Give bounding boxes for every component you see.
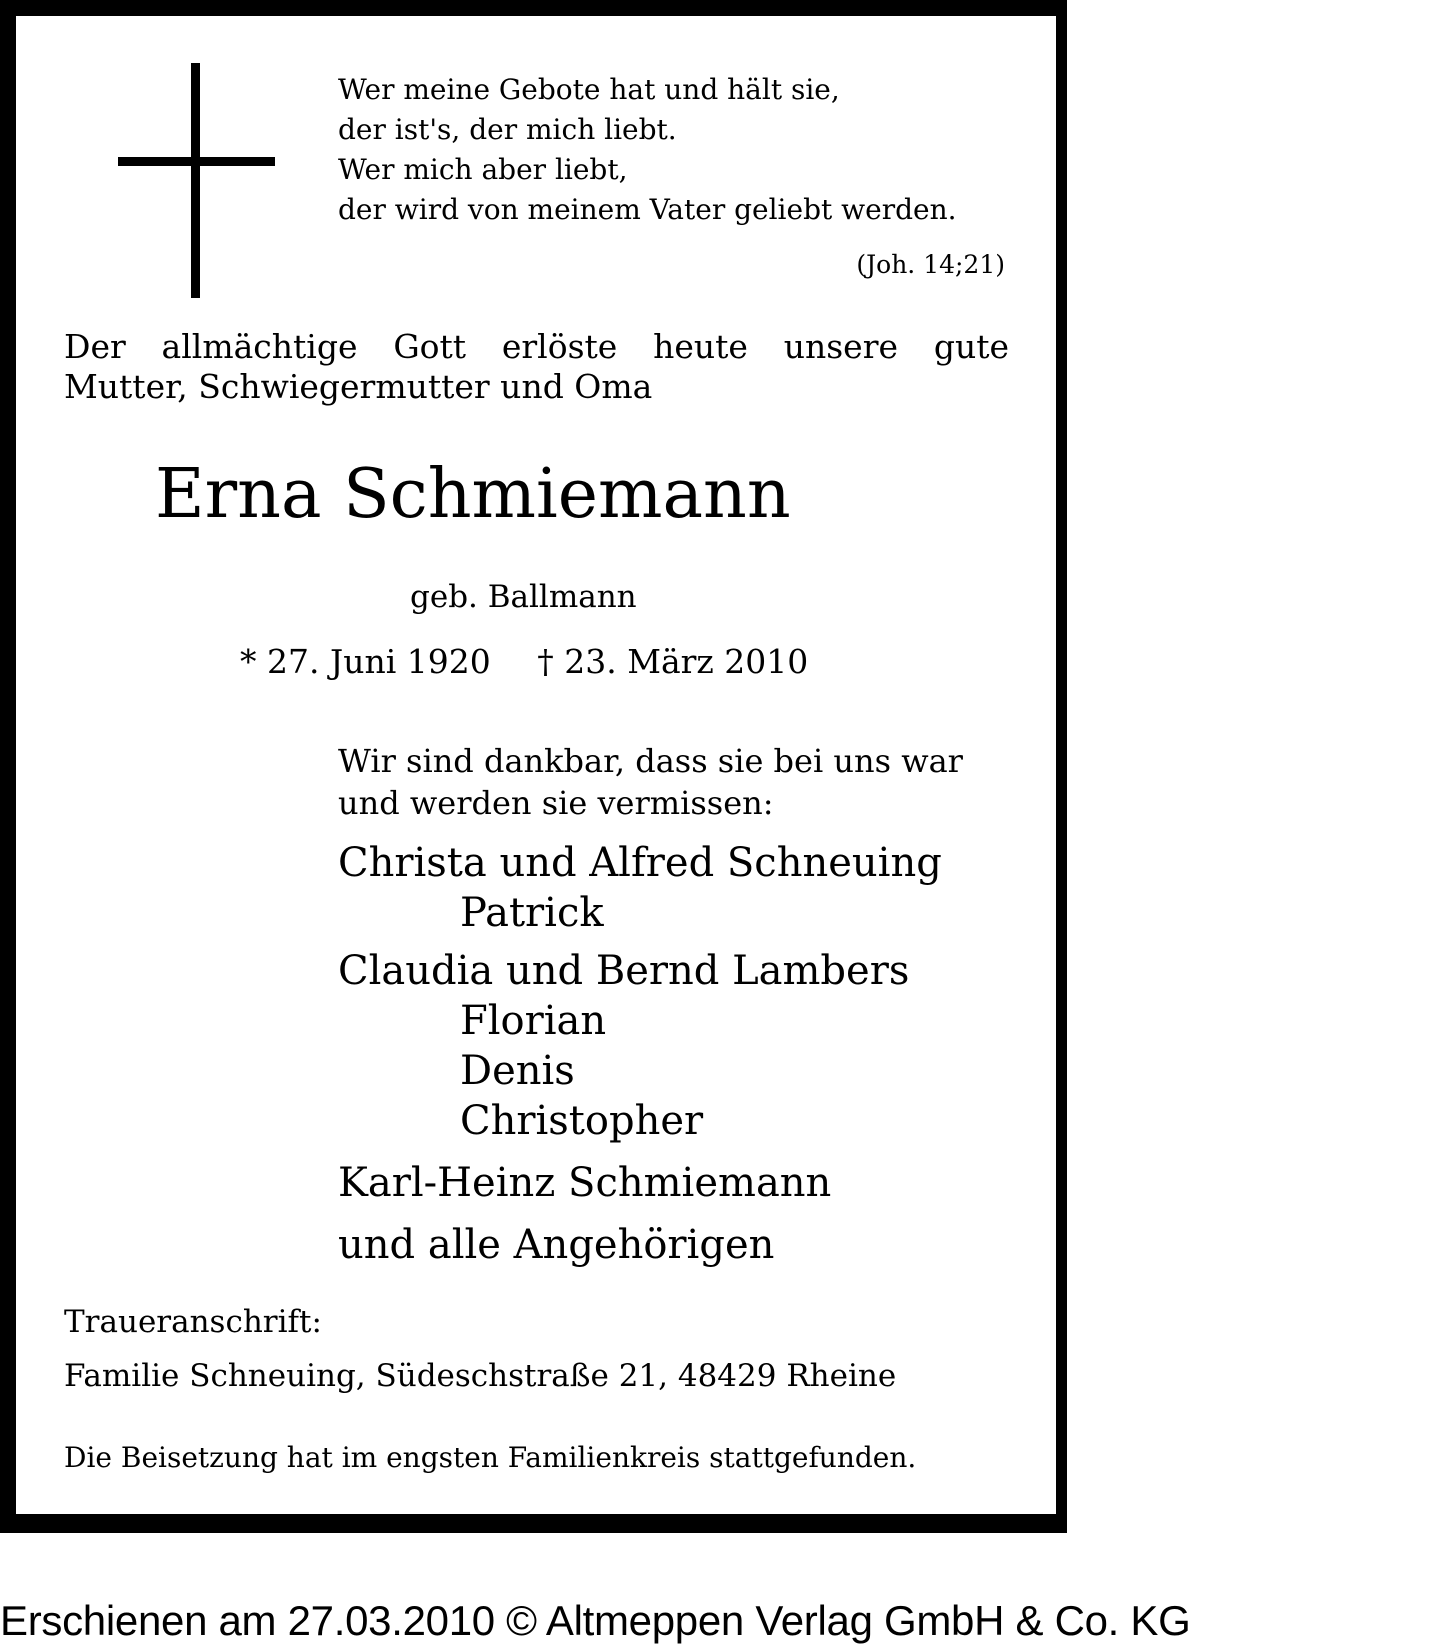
verse-line: Wer meine Gebote hat und hält sie,	[338, 73, 840, 106]
maiden-name: geb. Ballmann	[410, 579, 637, 615]
address-value: Familie Schneuing, Südeschstraße 21, 48429 Rheine	[64, 1358, 897, 1394]
mourner-family: Christa und Alfred Schneuing	[338, 840, 942, 886]
burial-note: Die Beisetzung hat im engsten Familienkreis stattgefunden.	[64, 1441, 917, 1474]
gratitude-text	[338, 740, 1028, 824]
gratitude-line: Wir sind dankbar, dass sie bei uns war	[338, 742, 963, 780]
verse-line: der ist's, der mich liebt.	[338, 113, 677, 146]
mourner-family: Claudia und Bernd Lambers	[338, 948, 910, 994]
mourner-child: Florian	[460, 998, 607, 1044]
deceased-name: Erna Schmiemann	[155, 455, 791, 534]
mourner-child: Denis	[460, 1048, 575, 1094]
mourners-list	[338, 838, 1028, 1270]
birth-date: * 27. Juni 1920	[240, 642, 491, 681]
mourner-child: Christopher	[460, 1098, 704, 1144]
intro-line: Der allmächtige Gott erlöste heute unsere gute	[64, 327, 1009, 366]
verse-line: der wird von meinem Vater geliebt werden.	[338, 193, 957, 226]
address-label: Traueranschrift:	[64, 1304, 322, 1340]
death-date: † 23. März 2010	[537, 642, 809, 681]
mourning-address	[64, 1302, 1024, 1396]
cross-icon	[191, 63, 200, 298]
publication-footer: Erschienen am 27.03.2010 © Altmeppen Verlag GmbH & Co. KG	[0, 1597, 1191, 1644]
life-dates	[240, 642, 808, 682]
mourner-child: Patrick	[460, 890, 604, 936]
cross-icon-bar	[118, 157, 275, 166]
verse-line: Wer mich aber liebt,	[338, 153, 628, 186]
gratitude-line: und werden sie vermissen:	[338, 784, 774, 822]
intro-text	[64, 327, 1009, 407]
verse-reference: (Joh. 14;21)	[856, 250, 1005, 279]
intro-line: Mutter, Schwiegermutter und Oma	[64, 367, 653, 406]
mourner-family: Karl-Heinz Schmiemann	[338, 1160, 832, 1206]
bible-verse	[338, 70, 1018, 230]
mourner-family: und alle Angehörigen	[338, 1222, 775, 1268]
